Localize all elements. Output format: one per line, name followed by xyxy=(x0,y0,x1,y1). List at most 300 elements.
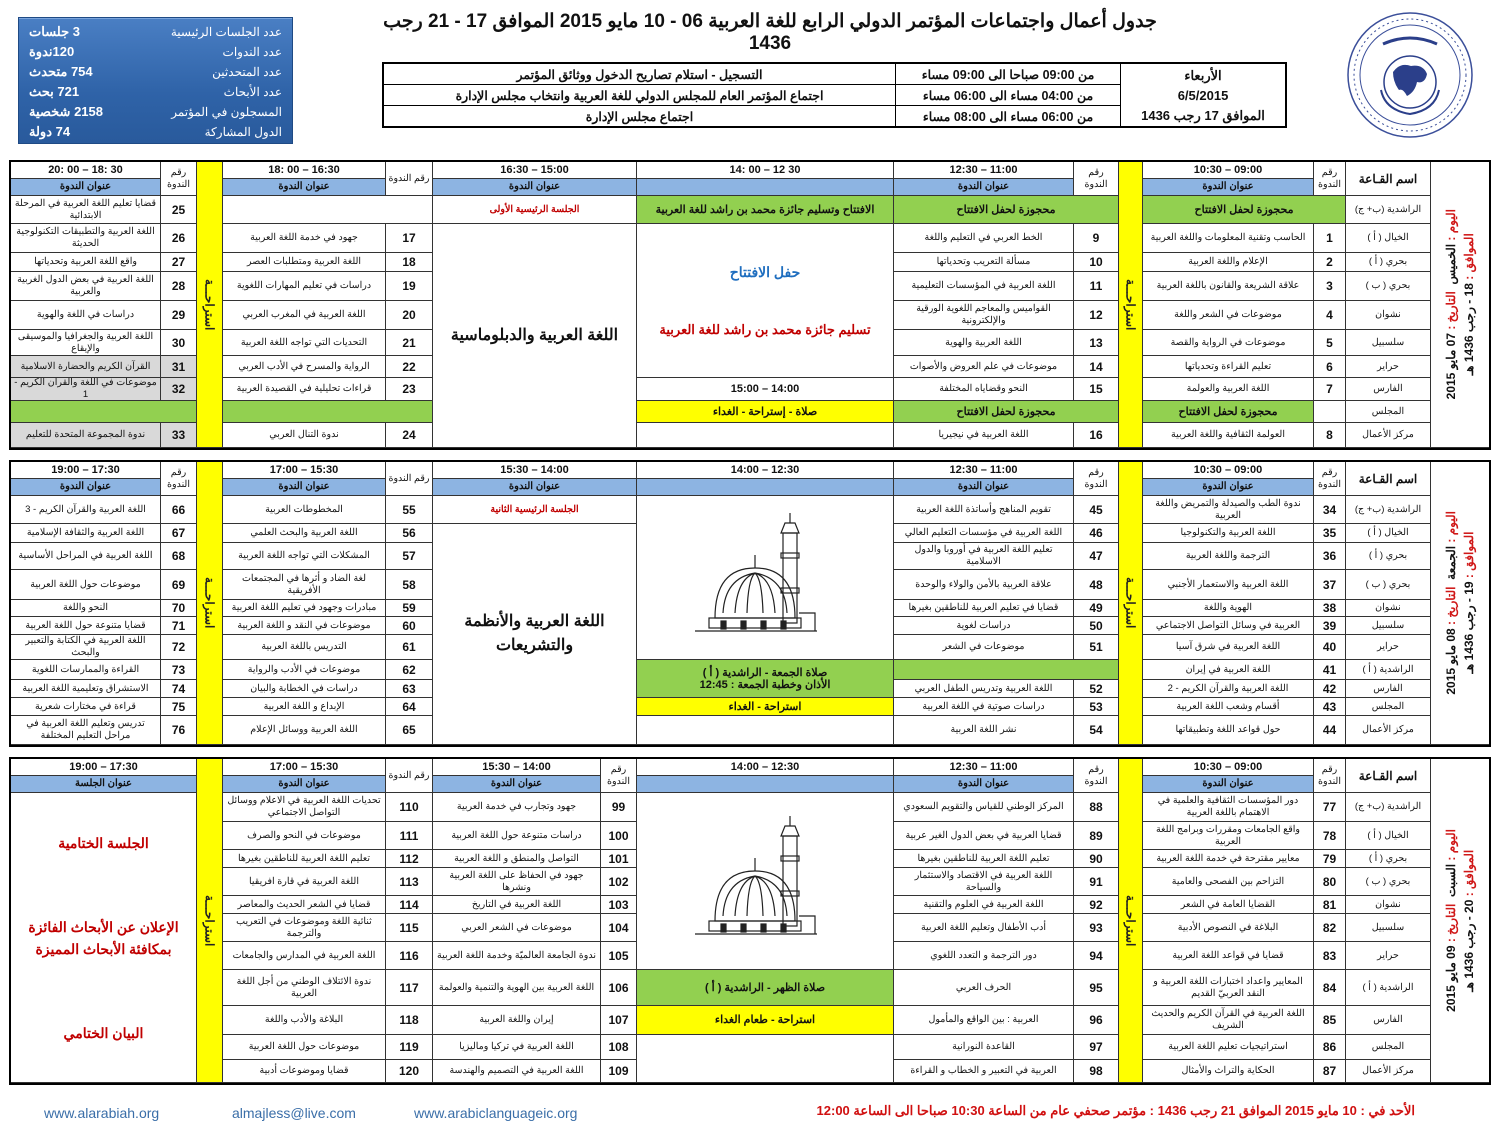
session-title: اللغة العربية في إيران xyxy=(1142,660,1313,680)
session-number: 17 xyxy=(385,224,432,253)
session-number: 87 xyxy=(1313,1060,1345,1083)
session-number: 4 xyxy=(1313,301,1345,330)
title-header: عنوان الندوة xyxy=(893,179,1073,196)
hijri-label: الموافق : xyxy=(1462,531,1476,582)
session-number: 39 xyxy=(1313,617,1345,635)
session-number: 108 xyxy=(600,1035,636,1060)
main-session-title: اللغة العربية والدبلوماسية xyxy=(432,224,636,448)
session-title: القرآن الكريم والحضارة الاسلامية xyxy=(10,356,160,378)
session-title: دور الترجمة و التعدد اللغوي xyxy=(893,942,1073,970)
session-title: قضايا العربية في بعض الدول الغير عربية xyxy=(893,822,1073,850)
session-title: قراءات تحليلية في القصيدة العربية xyxy=(222,378,385,401)
time-slot-5: 18: 00 – 16:30 xyxy=(222,162,385,179)
session-title: التدريس باللغة العربية xyxy=(222,635,385,660)
main-session-label: الجلسة الرئيسية الأولى xyxy=(432,196,636,224)
session-number: 31 xyxy=(160,356,196,378)
session-title: جهود في الحفاظ على اللغة العربية ونشرها xyxy=(432,868,600,896)
day-label: اليوم : xyxy=(1444,829,1458,864)
stat-label: عدد المتحدثين xyxy=(212,65,282,79)
session-number: 23 xyxy=(385,378,432,401)
session-title: قضايا تعليم اللغة العربية في المرحلة الابتدائية xyxy=(10,196,160,224)
session-number: 56 xyxy=(385,524,432,543)
session-number: 107 xyxy=(600,1006,636,1035)
session-number: 30 xyxy=(160,330,196,356)
session-title: الحرف العربي xyxy=(893,970,1073,1006)
title-header: عنوان الندوة xyxy=(1142,479,1313,496)
num-header: رقم الندوة xyxy=(160,462,196,496)
session-number: 115 xyxy=(385,914,432,942)
session-number: 91 xyxy=(1073,868,1118,896)
hall-name: الخيال ( أ ) xyxy=(1345,822,1430,850)
session-number: 57 xyxy=(385,543,432,570)
time-slot-2: 12:30 – 11:00 xyxy=(893,462,1073,479)
session-title: واقع اللغة العربية وتحدياتها xyxy=(10,253,160,272)
session-title: قضايا متنوعة حول اللغة العربية xyxy=(10,617,160,635)
session-title: موضوعات في الرواية والقصة xyxy=(1142,330,1313,356)
session-title: موضوعات في الشعر العربي xyxy=(432,914,600,942)
session-title: موضوعات في الشعر xyxy=(893,635,1073,660)
session-number: 36 xyxy=(1313,543,1345,570)
session-number: 7 xyxy=(1313,378,1345,401)
awards-announcement: الإعلان عن الأبحاث الفائزة بمكافئة الأبحاث المميزة xyxy=(28,918,179,957)
rest-column: استراحـــة xyxy=(196,759,222,1083)
time-slot-1: 10:30 – 09:00 xyxy=(1142,759,1313,776)
session-number: 77 xyxy=(1313,793,1345,822)
stats-box xyxy=(18,17,293,144)
session-number: 67 xyxy=(160,524,196,543)
session-title: ندوة الائتلاف الوطني من أجل اللغة العربية xyxy=(222,970,385,1006)
lunch-break: استراحة - طعام الغداء xyxy=(636,1006,893,1035)
session-title: حول قواعد اللغة وتطبيقاتها xyxy=(1142,716,1313,745)
hall-name: الفارس xyxy=(1345,1006,1430,1035)
session-title: اللغة العربية في شرق آسيا xyxy=(1142,635,1313,660)
session-number: 82 xyxy=(1313,914,1345,942)
rest-column: استراحـــة xyxy=(196,462,222,745)
session-title: جهود في خدمة اللغة العربية xyxy=(222,224,385,253)
time-slot-4: 15:30 – 14:00 xyxy=(432,759,600,776)
session-number: 40 xyxy=(1313,635,1345,660)
date-value: 08 مايو 2015 xyxy=(1444,628,1458,695)
title-header: عنوان الندوة xyxy=(222,179,385,196)
session-number: 43 xyxy=(1313,698,1345,716)
session-title: لغة الضاد و أثرها في المجتمعات الأفريقية xyxy=(222,570,385,600)
hall-name: سلسبيل xyxy=(1345,617,1430,635)
session-number: 96 xyxy=(1073,1006,1118,1035)
session-number: 94 xyxy=(1073,942,1118,970)
session-title: اللغة العربية في الاقتصاد والاستثمار والسياحة xyxy=(893,868,1073,896)
session-number: 75 xyxy=(160,698,196,716)
session-title: القضايا العامة في الشعر xyxy=(1142,896,1313,914)
session-number: 8 xyxy=(1313,423,1345,448)
registration-time: من 04:00 مساء الى 06:00 مساء xyxy=(895,85,1120,106)
session-number: 72 xyxy=(160,635,196,660)
session-number: 52 xyxy=(1073,680,1118,698)
award-ceremony-label: تسليم جائزة محمد بن راشد للغة العربية xyxy=(659,321,871,337)
hall-name: الفارس xyxy=(1345,378,1430,401)
session-title: موضوعات حول اللغة العربية xyxy=(222,1035,385,1060)
session-title: اللغة العربية في المغرب العربي xyxy=(222,301,385,330)
mosque-icon xyxy=(695,513,835,643)
session-number: 53 xyxy=(1073,698,1118,716)
session-title: العربية في وسائل التواصل الاجتماعي xyxy=(1142,617,1313,635)
session-number: 64 xyxy=(385,698,432,716)
session-title: العربية : بين الواقع والمأمول xyxy=(893,1006,1073,1035)
time-slot-6: 19:00 – 17:30 xyxy=(10,462,160,479)
hall-name: سلسبيل xyxy=(1345,914,1430,942)
session-number: 38 xyxy=(1313,600,1345,617)
session-title: القراءة والممارسات اللغوية xyxy=(10,660,160,680)
session-number: 61 xyxy=(385,635,432,660)
session-number: 19 xyxy=(385,272,432,301)
session-number: 14 xyxy=(1073,356,1118,378)
closing-session-block xyxy=(10,793,196,1083)
session-title: ندوة الطب والصيدلة والتمريض واللغة العربية xyxy=(1142,496,1313,524)
session-title: تعليم اللغة العربية في أوروبا والدول الاسلامية xyxy=(893,543,1073,570)
title-header: عنوان الندوة xyxy=(1142,776,1313,793)
stat-label: المسجلون في المؤتمر xyxy=(171,105,282,119)
final-statement: البيان الختامي xyxy=(63,1024,144,1041)
session-title: اللغة العربية في المدارس والجامعات xyxy=(222,942,385,970)
session-number: 15 xyxy=(1073,378,1118,401)
session-number: 58 xyxy=(385,570,432,600)
session-number: 24 xyxy=(385,423,432,448)
session-number: 44 xyxy=(1313,716,1345,745)
blank-cell xyxy=(636,423,893,448)
session-title: موضوعات في الأدب والرواية xyxy=(222,660,385,680)
mosque-icon xyxy=(695,816,835,946)
session-title: اللغة العربية في نيجيريا xyxy=(893,423,1073,448)
session-number: 3 xyxy=(1313,272,1345,301)
hall-name: بحري ( ب ) xyxy=(1345,570,1430,600)
num-header: رقم الندوة xyxy=(1073,162,1118,196)
session-number: 48 xyxy=(1073,570,1118,600)
time-slot-4: 16:30 – 15:00 xyxy=(432,162,636,179)
opening-award-banner: الافتتاح وتسليم جائزة محمد بن راشد للغة العربية xyxy=(636,196,893,224)
hall-name: حراير xyxy=(1345,635,1430,660)
mosque-illustration xyxy=(636,793,893,970)
hall-name: بحري ( أ ) xyxy=(1345,543,1430,570)
title-header: عنوان الندوة xyxy=(432,776,600,793)
session-number: 47 xyxy=(1073,543,1118,570)
time-slot-5: 17:00 – 15:30 xyxy=(222,462,385,479)
session-number: 11 xyxy=(1073,272,1118,301)
session-title: إيران واللغة العربية xyxy=(432,1006,600,1035)
day-name: الخميس xyxy=(1444,244,1458,285)
num-header: رقم الندوة xyxy=(1073,462,1118,496)
session-title: اللغة العربية في قارة افريقيا xyxy=(222,868,385,896)
session-number: 55 xyxy=(385,496,432,524)
session-number: 2 xyxy=(1313,253,1345,272)
hall-name: المجلس xyxy=(1345,401,1430,423)
session-number: 78 xyxy=(1313,822,1345,850)
hijri-value: 18 - رجب 1436 هـ xyxy=(1462,283,1476,376)
session-number: 63 xyxy=(385,680,432,698)
press-conference-note: الأحد في : 10 مايو 2015 الموافق 21 رجب 1436 : مؤتمر صحفي عام من الساعة 10:30 صباحا الى الساعة 12:00 xyxy=(816,1103,1415,1118)
hall-name: حراير xyxy=(1345,356,1430,378)
date-column xyxy=(1430,462,1489,745)
session-title: ندوة الجامعة العالميّة وخدمة اللغة العربية xyxy=(432,942,600,970)
title-header: عنوان الندوة xyxy=(893,479,1073,496)
session-title: تعليم القراءة وتحدياتها xyxy=(1142,356,1313,378)
session-title: الرواية والمسرح في الأدب العربي xyxy=(222,356,385,378)
hall-header: اسم القـاعة xyxy=(1345,462,1430,496)
session-number: 49 xyxy=(1073,600,1118,617)
stat-value: 2158 شخصية xyxy=(29,104,103,119)
session-title: موضوعات حول اللغة العربية xyxy=(10,570,160,600)
rest-column: استراحـــة xyxy=(1118,162,1142,448)
title-header: عنوان الندوة xyxy=(10,479,160,496)
hall-name: بحري ( أ ) xyxy=(1345,850,1430,868)
hall-name: بحري ( ب ) xyxy=(1345,868,1430,896)
session-number: 83 xyxy=(1313,942,1345,970)
session-number: 66 xyxy=(160,496,196,524)
session-number: 116 xyxy=(385,942,432,970)
num-header: رقم الندوة xyxy=(385,162,432,196)
session-title: البلاغة في النصوص الأدبية xyxy=(1142,914,1313,942)
session-title: قضايا في قواعد اللغة العربية xyxy=(1142,942,1313,970)
session-number: 65 xyxy=(385,716,432,745)
time-slot-1: 10:30 – 09:00 xyxy=(1142,462,1313,479)
session-number: 54 xyxy=(1073,716,1118,745)
date-column xyxy=(1430,759,1489,1083)
hall-name: الخيال ( أ ) xyxy=(1345,224,1430,253)
reserved-opening: محجوزة لحفل الافتتاح xyxy=(893,196,1118,224)
session-number: 113 xyxy=(385,868,432,896)
session-number: 9 xyxy=(1073,224,1118,253)
registration-day-name: الأربعاء xyxy=(1184,67,1222,83)
title-header: عنوان الندوة xyxy=(222,776,385,793)
hijri-value: 19 - رجب 1436 هـ xyxy=(1462,581,1476,675)
session-number: 33 xyxy=(160,423,196,448)
session-title: تدريس وتعليم اللغة العربية في مراحل التعليم المختلفة xyxy=(10,716,160,745)
session-title: اللغة العربية ووسائل الإعلام xyxy=(222,716,385,745)
session-title: تقويم المناهج وأساتذة اللغة العربية xyxy=(893,496,1073,524)
date-label: التاريخ : xyxy=(1444,903,1458,946)
session-title: استراتيجيات تعليم اللغة العربية xyxy=(1142,1035,1313,1060)
title-header-blank xyxy=(636,776,893,793)
hall-header: اسم القـاعة xyxy=(1345,162,1430,196)
session-title: موضوعات في علم العروض والأصوات xyxy=(893,356,1073,378)
session-title: اللغة العربية والقرآن الكريم - 3 xyxy=(10,496,160,524)
footer-link-arabiclanguageic[interactable]: www.arabiclanguageic.org xyxy=(414,1105,578,1121)
session-number: 1 xyxy=(1313,224,1345,253)
stat-label: الدول المشاركة xyxy=(204,125,282,139)
title-header: عنوان الندوة xyxy=(1142,179,1313,196)
title-header: عنوان الندوة xyxy=(893,776,1073,793)
session-number: 109 xyxy=(600,1060,636,1083)
hall-name: الراشدية (ب+ ج) xyxy=(1345,793,1430,822)
session-number: 119 xyxy=(385,1035,432,1060)
session-number: 112 xyxy=(385,850,432,868)
time-slot-3: 14:00 – 12:30 xyxy=(636,462,893,479)
session-title: اللغة العربية في العلوم والتقنية xyxy=(893,896,1073,914)
reserved-opening: محجوزة لحفل الافتتاح xyxy=(893,401,1118,423)
session-number: 73 xyxy=(160,660,196,680)
session-title: نشر اللغة العربية xyxy=(893,716,1073,745)
hall-header: اسم القـاعة xyxy=(1345,759,1430,793)
session-title: دراسات في تعليم المهارات اللغوية xyxy=(222,272,385,301)
hall-name: نشوان xyxy=(1345,896,1430,914)
session-number: 37 xyxy=(1313,570,1345,600)
session-title: أدب الأطفال وتعليم اللغة العربية xyxy=(893,914,1073,942)
session-title: المعايير واعداد اختبارات اللغة العربية و النقد العربيّ القديم xyxy=(1142,970,1313,1006)
session-number: 18 xyxy=(385,253,432,272)
lunch-break: استراحة - الغداء xyxy=(636,698,893,716)
session-number: 42 xyxy=(1313,680,1345,698)
session-number: 25 xyxy=(160,196,196,224)
session-number: 5 xyxy=(1313,330,1345,356)
session-number: 10 xyxy=(1073,253,1118,272)
title-header: عنوان الندوة xyxy=(222,479,385,496)
time-slot-2: 12:30 – 11:00 xyxy=(893,162,1073,179)
date-text xyxy=(1442,511,1478,695)
session-title: النحو وقضاياه المختلفة xyxy=(893,378,1073,401)
session-title: اللغة العربية في التاريخ xyxy=(432,896,600,914)
session-title: دراسات صوتية في اللغة العربية xyxy=(893,698,1073,716)
day-name: الجمعة xyxy=(1444,546,1458,580)
session-title: اللغة العربية في مؤسسات التعليم العالي xyxy=(893,524,1073,543)
time-slot-3: 14:00 – 12:30 xyxy=(636,759,893,776)
session-title: اللغة العربية والجغرافيا والموسيقى والإيقاع xyxy=(10,330,160,356)
num-header: رقم الندوة xyxy=(1313,162,1345,196)
session-title: الإعلام واللغة العربية xyxy=(1142,253,1313,272)
session-number: 110 xyxy=(385,793,432,822)
num-header: رقم الندوة xyxy=(385,462,432,496)
session-title: علاقة الشريعة والقانون باللغة العربية xyxy=(1142,272,1313,301)
session-number: 16 xyxy=(1073,423,1118,448)
session-title: البلاغة والأدب واللغة xyxy=(222,1006,385,1035)
session-number: 46 xyxy=(1073,524,1118,543)
hall-name: الراشدية (ب+ ج) xyxy=(1345,496,1430,524)
hall-name: بحري ( ب ) xyxy=(1345,272,1430,301)
reserved-opening: محجوزة لحفل الافتتاح xyxy=(1142,196,1345,224)
stat-label: عدد الجلسات الرئيسية xyxy=(170,25,282,39)
stat-value: 120ندوة xyxy=(29,44,75,59)
rest-column: استراحـــة xyxy=(1118,462,1142,745)
hall-name: الراشدية ( أ ) xyxy=(1345,660,1430,680)
session-number: 90 xyxy=(1073,850,1118,868)
registration-table xyxy=(382,62,1287,128)
registration-time: من 09:00 صباحا الى 09:00 مساء xyxy=(895,64,1120,85)
session-number: 70 xyxy=(160,600,196,617)
registration-day xyxy=(1120,64,1285,127)
session-title: تعليم اللغة العربية للناطقين بغيرها xyxy=(893,850,1073,868)
session-title: علاقة العربية بالأمن والولاء والوحدة xyxy=(893,570,1073,600)
session-number: 62 xyxy=(385,660,432,680)
session-number: 114 xyxy=(385,896,432,914)
session-title: اللغة العربية في التصميم والهندسة xyxy=(432,1060,600,1083)
registration-event: اجتماع المؤتمر العام للمجلس الدولي للغة العربية وانتخاب مجلس الإدارة xyxy=(384,85,895,106)
session-title: اللغة العربية بين الهوية والتنمية والعولمة xyxy=(432,970,600,1006)
day-label: اليوم : xyxy=(1444,209,1458,245)
hall-name: سلسبيل xyxy=(1345,330,1430,356)
session-title: اللغة العربية في الكتابة والتعبير والبحث xyxy=(10,635,160,660)
hall-name: الراشدية ( أ ) xyxy=(1345,970,1430,1006)
session-title: الحاسب وتقنية المعلومات واللغة العربية xyxy=(1142,224,1313,253)
num-header: رقم الندوة xyxy=(385,759,432,793)
rest-column: استراحـــة xyxy=(196,162,222,448)
title-header-blank xyxy=(636,179,893,196)
session-title: اللغة العربية والتكنولوجيا xyxy=(1142,524,1313,543)
session-title: دراسات في الخطابة والبيان xyxy=(222,680,385,698)
session-number: 21 xyxy=(385,330,432,356)
session-number: 89 xyxy=(1073,822,1118,850)
session-title: القواميس والمعاجم اللغوية الورقية والإلكترونية xyxy=(893,301,1073,330)
session-number: 120 xyxy=(385,1060,432,1083)
session-title: القاعدة النورانية xyxy=(893,1035,1073,1060)
session-number: 59 xyxy=(385,600,432,617)
session-title: معايير مقترحة في خدمة اللغة العربية xyxy=(1142,850,1313,868)
session-title: الاستشراق وتعليمية اللغة العربية xyxy=(10,680,160,698)
stat-label: عدد الأبحاث xyxy=(223,85,282,99)
council-logo-icon xyxy=(1345,10,1475,140)
hall-name: نشوان xyxy=(1345,600,1430,617)
session-number: 51 xyxy=(1073,635,1118,660)
session-title: اللغة العربية والتطبيقات التكنولوجية الحديثة xyxy=(10,224,160,253)
session-title: موضوعات في النقد و اللغة العربية xyxy=(222,617,385,635)
session-title: المركز الوطني للقياس والتقويم السعودي xyxy=(893,793,1073,822)
session-number: 28 xyxy=(160,272,196,301)
session-number: 50 xyxy=(1073,617,1118,635)
khutba-time: الأذان وخطبة الجمعة : 12:45 xyxy=(699,678,831,691)
stat-row xyxy=(29,22,282,42)
noon-prayer: صلاة الظهر - الراشدية ( أ ) xyxy=(636,970,893,1006)
session-title: التواصل والمنطق و اللغة العربية xyxy=(432,850,600,868)
hall-name: المجلس xyxy=(1345,1035,1430,1060)
session-title: الخط العربي في التعليم واللغة xyxy=(893,224,1073,253)
num-header: رقم الندوة xyxy=(160,162,196,196)
registration-event: التسجيل - استلام تصاريح الدخول ووثائق المؤتمر xyxy=(384,64,895,85)
title-header: عنوان الجلسة xyxy=(10,776,196,793)
time-slot-3: 14: 00 – 12 30 xyxy=(636,162,893,179)
session-title: اللغة العربية والعولمة xyxy=(1142,378,1313,401)
stat-value: 3 جلسات xyxy=(29,24,80,39)
hall-name: المجلس xyxy=(1345,698,1430,716)
session-title: اللغة العربية والثقافة الإسلامية xyxy=(10,524,160,543)
session-title: موضوعات في النحو والصرف xyxy=(222,822,385,850)
session-title: الحكاية والتراث والأمثال xyxy=(1142,1060,1313,1083)
session-title: تحديات اللغة العربية في الاعلام ووسائل التواصل الاجتماعي xyxy=(222,793,385,822)
session-number: 95 xyxy=(1073,970,1118,1006)
session-number: 85 xyxy=(1313,1006,1345,1035)
blank-cell xyxy=(1313,401,1345,423)
footer-link-alarabiah[interactable]: www.alarabiah.org xyxy=(44,1105,160,1121)
session-number: 41 xyxy=(1313,660,1345,680)
registration-time: من 06:00 مساء الى 08:00 مساء xyxy=(895,106,1120,127)
title-header-blank xyxy=(636,479,893,496)
blank-cell xyxy=(636,716,893,745)
footer-link-email[interactable]: almajless@live.com xyxy=(232,1105,356,1121)
session-title: دراسات متنوعة حول اللغة العربية xyxy=(432,822,600,850)
main-session-title: اللغة العربية والأنظمة والتشريعات xyxy=(432,524,636,745)
session-title: مسألة التعريب وتحدياتها xyxy=(893,253,1073,272)
session-title: اللغة العربية وتدريس الطفل العربي xyxy=(893,680,1073,698)
reserved-opening: محجوزة لحفل الافتتاح xyxy=(1142,401,1313,423)
session-number: 60 xyxy=(385,617,432,635)
date-value: 09 مايو 2015 xyxy=(1444,945,1458,1012)
hall-name: مركز الأعمال xyxy=(1345,716,1430,745)
session-title: دراسات لغوية xyxy=(893,617,1073,635)
session-title: ثنائية اللغة وموضوعات في التعريب والترجمة xyxy=(222,914,385,942)
stat-value: 74 دولة xyxy=(29,124,71,139)
session-title: اللغة العربية في المراحل الأساسية xyxy=(10,543,160,570)
date-text xyxy=(1442,209,1478,399)
session-title: المشكلات التي تواجه اللغة العربية xyxy=(222,543,385,570)
session-number: 32 xyxy=(160,378,196,401)
green-separator xyxy=(10,401,196,423)
time-slot-1: 10:30 – 09:00 xyxy=(1142,162,1313,179)
session-number: 104 xyxy=(600,914,636,942)
